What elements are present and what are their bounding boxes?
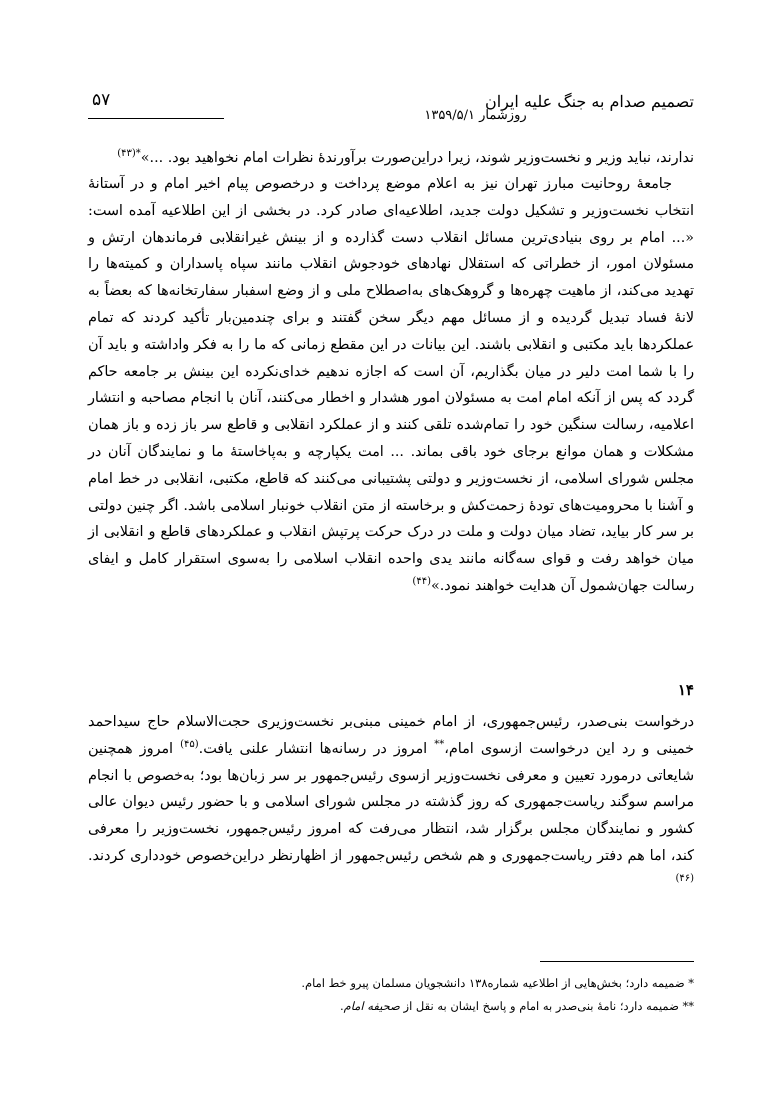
footnote-text: ** ضمیمه دارد؛ نامهٔ بنی‌صدر به امام و پاسخ ایشان به نقل از xyxy=(399,999,694,1013)
header-rule-left xyxy=(88,118,224,119)
diary-date-label: روزشمار ۱۳۵۹/۵/۱ xyxy=(424,108,527,123)
paragraph-text: امروز در رسانه‌ها انتشار علنی یافت. xyxy=(198,740,435,757)
book-title: تصمیم صدام به جنگ علیه ایران xyxy=(484,92,694,111)
footnote-1: * ضمیمه دارد؛ بخش‌هایی از اطلاعیه شماره۱۳۸ دانشجویان مسلمان پیرو خط امام. xyxy=(301,976,694,990)
paragraph-text: امروز همچنین شایعاتی درمورد تعیین و معرفی نخست‌وزیر ازسوی رئیس‌جمهور بر سر زبان‌ها بود؛ به‌خصوص با انجام مراسم سوگند ریاست‌جمهوری که روز گذشته در مجلس شورای اسلامی و با حضور رئیس دیوان عالی کشور و نمایندگان مجلس برگزار شد، انتظار می‌رفت که امروز رئیس‌جمهور، نخست‌وزیر را معرفی کند، اما هم دفتر ریاست‌جمهوری و هم شخص رئیس‌جمهور از اظهارنظر دراین‌خصوص خودداری کردند. xyxy=(88,740,694,864)
paragraph-text: درخواست بنی‌صدر، رئیس‌جمهوری، از امام خمینی مبنی‌بر نخست‌وزیری حجت‌الاسلام حاج سیداحمد خمینی و رد این درخواست ازسوی امام، xyxy=(88,714,695,757)
reference-note: (۴۴) xyxy=(412,576,431,588)
paragraph-entry xyxy=(88,709,694,897)
paragraph-statement xyxy=(88,171,694,600)
section-number: ۱۴ xyxy=(677,681,694,699)
reference-note: (۴۶) xyxy=(675,873,694,885)
reference-note: (۴۵) xyxy=(180,739,199,751)
paragraph-text: ندارند، نباید وزیر و نخست‌وزیر شوند، زیرا دراین‌صورت برآورندهٔ نظرات امام نخواهید بود. ...» xyxy=(140,150,694,166)
footnote-divider xyxy=(540,961,694,962)
footnote-2 xyxy=(200,995,694,1017)
footnote-marker: ** xyxy=(434,739,445,751)
footnote-end: . xyxy=(339,999,344,1013)
reference-note: *(۴۳) xyxy=(117,148,141,160)
paragraph-continuation xyxy=(88,145,694,172)
running-header xyxy=(88,88,694,130)
page-number: ۵۷ xyxy=(92,90,111,110)
paragraph-text: جامعهٔ روحانیت مبارز تهران نیز به اعلام موضع پرداخت و درخصوص پیام اخیر امام و در آستانهٔ انتخاب نخست‌وزیر و تشکیل دولت جدید، اطلاعیه‌ای صادر کرد. در بخشی از این اطلاعیه آمده است: «... امام بر روی بنیادی‌ترین مسائل انقلاب دست گذارده و از بینش غیرانقلابی فرماندهان ارتش و مسئولان امور، از خطراتی که استقلال نهادهای خودجوش انقلاب مانند سپاه پاسداران و کمیته‌ها را تهدید می‌کند، از ماهیت چهره‌ها و گروهک‌های به‌اصطلاح ملی و از وضع اسفبار سفارتخانه‌ها که بعضاً به لانهٔ فساد تبدیل گردیده و از مسائل مهم دیگر سخن گفتند و برای چندمین‌بار تأکید کردند که تمام عملکردها باید مکتبی و انقلابی باشند. این بیانات در این مقطع زمانی که ما را به فکر واداشته و باید آن را با شما امت دلیر در میان بگذاریم، آن است که اجازه ندهیم خدای‌نکرده این بینش بر جامعه حاکم گردد که پس از آنکه امام امت به مسئولان امور هشدار و اخطار می‌کنند، آنان با انجام مصاحبه و انتشار اعلامیه، رسالت سنگین خود را تمام‌شده تلقی کنند و از عملکرد انقلابی و قاطع سر باز زده و باز همان مشکلات و همان موانع برجای خود باقی بماند. ... امت یکپارچه و به‌پاخاستهٔ ما و نمایندگان آنان در مجلس شورای اسلامی، از نخست‌وزیر و دولتی پشتیبانی می‌کنند که قاطع، مکتبی، انقلابی در خط امام و آشنا با محرومیت‌های تودهٔ زحمت‌کش و برخاسته از متن انقلاب خونبار اسلامی باشد. اگر چنین دولتی بر سر کار بیاید، تضاد میان دولت و ملت در درک حرکت پرتپش انقلاب و عملکردهای قاطع و انقلابی از میان خواهد رفت و قوای سه‌گانه مانند یدی واحده انقلاب اسلامی را به‌سوی استقرار کامل و ایفای رسالت جهان‌شمول آن هدایت خواهند نمود.» xyxy=(88,176,694,594)
footnote-source: صحیفه امام xyxy=(343,999,400,1013)
